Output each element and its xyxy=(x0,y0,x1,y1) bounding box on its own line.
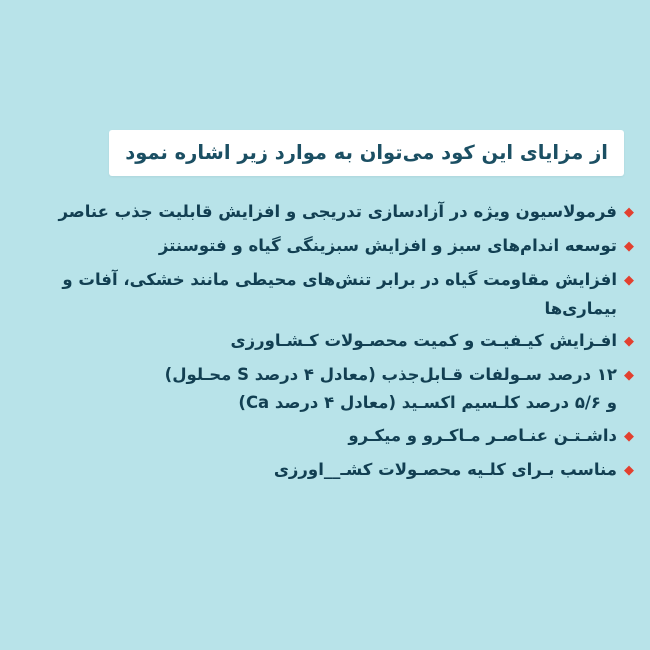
list-item xyxy=(14,456,636,486)
list-item xyxy=(14,266,636,323)
list-item xyxy=(14,422,636,452)
diamond-bullet-icon: ◆ xyxy=(624,205,634,221)
diamond-bullet-icon: ◆ xyxy=(624,462,634,478)
list-item-text: توسعه اندام‌های سبز و افزایش سبزینگی گیاه و فتوسنتز xyxy=(158,236,617,256)
list-item xyxy=(14,361,636,418)
diamond-bullet-icon: ◆ xyxy=(624,273,634,289)
diamond-bullet-icon: ◆ xyxy=(624,334,634,349)
list-item-text: افزایش مقاومت گیاه در برابر تنش‌های محیطی مانند خشکی، آفات و بیماری‌ها xyxy=(62,270,617,318)
list-item-line: و ۵/۶ درصد کلـسیم اکسـید (معادل ۴ درصد Ca) xyxy=(238,393,617,413)
title-container xyxy=(14,130,636,176)
list-item xyxy=(14,327,636,357)
poster-content xyxy=(0,130,650,486)
benefits-list xyxy=(14,198,636,486)
page-title: از مزایای این کود می‌توان به موارد زیر اشاره نمود xyxy=(109,130,624,176)
list-item xyxy=(14,232,636,262)
list-item-text: مناسب بـرای کلـیه محصـولات کشـ__اورزی xyxy=(273,459,617,479)
list-item-text: افـزایش کیـفیـت و کمیت محصـولات کـشـاورزی xyxy=(230,331,617,350)
list-item-text: داشـتـن عنـاصـر مـاکـرو و میکـرو xyxy=(348,425,617,445)
diamond-bullet-icon: ◆ xyxy=(624,368,634,383)
diamond-bullet-icon: ◆ xyxy=(624,428,634,444)
list-item-text: فرمولاسیون ویژه در آزادسازی تدریجی و افزایش قابلیت جذب عناصر xyxy=(58,202,617,222)
diamond-bullet-icon: ◆ xyxy=(624,239,634,255)
list-item-line: ۱۲ درصد سـولفات قـابل‌جذب (معادل ۴ درصد S محـلول) xyxy=(164,365,617,384)
list-item-text xyxy=(14,361,617,418)
list-item xyxy=(14,198,636,228)
